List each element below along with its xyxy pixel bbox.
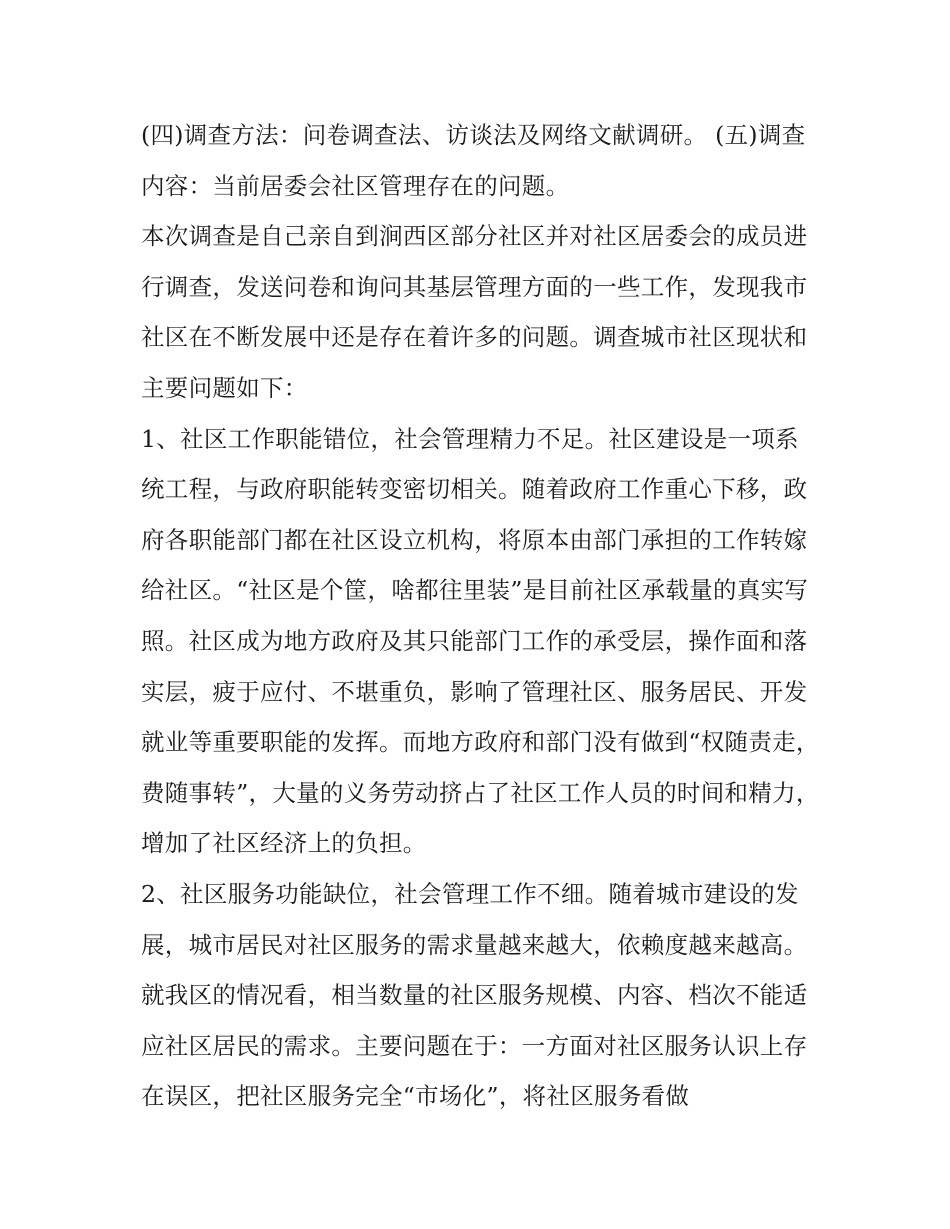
paragraph-survey-method: (四)调查方法：问卷调查法、访谈法及网络文献调研。 (五)调查内容：当前居委会社区管理存在的问题。 — [141, 121, 806, 200]
paragraph-survey-overview: 本次调查是自己亲自到涧西区部分社区并对社区居委会的成员进行调查，发送问卷和询问其基层管理方面的一些工作，发现我市社区在不断发展中还是存在着许多的问题。调查城市社区现状和主要问题如下： — [141, 222, 808, 402]
document-body — [141, 110, 821, 1122]
paragraph-issue-2: 2、社区服务功能缺位，社会管理工作不细。随着城市建设的发展，城市居民对社区服务的需求量越来越大，依赖度越来越高。就我区的情况看，相当数量的社区服务规模、内容、档次不能适应社区居民的需求。主要问题在于：一方面对社区服务认识上存在误区，把社区服务完全“市场化”，将社区服务看做 — [141, 879, 808, 1111]
paragraph-issue-1: 1、社区工作职能错位，社会管理精力不足。社区建设是一项系统工程，与政府职能转变密切相关。随着政府工作重心下移，政府各职能部门都在社区设立机构，将原本由部门承担的工作转嫁给社区。“社区是个筐，啥都往里装”是目前社区承载量的真实写照。社区成为地方政府及其只能部门工作的承受层，操作面和落实层，疲于应付、不堪重负，影响了管理社区、服务居民、开发就业等重要职能的发挥。而地方政府和部门没有做到“权随责走，费随事转”，大量的义务劳动挤占了社区工作人员的时间和精力，增加了社区经济上的负担。 — [141, 424, 820, 858]
